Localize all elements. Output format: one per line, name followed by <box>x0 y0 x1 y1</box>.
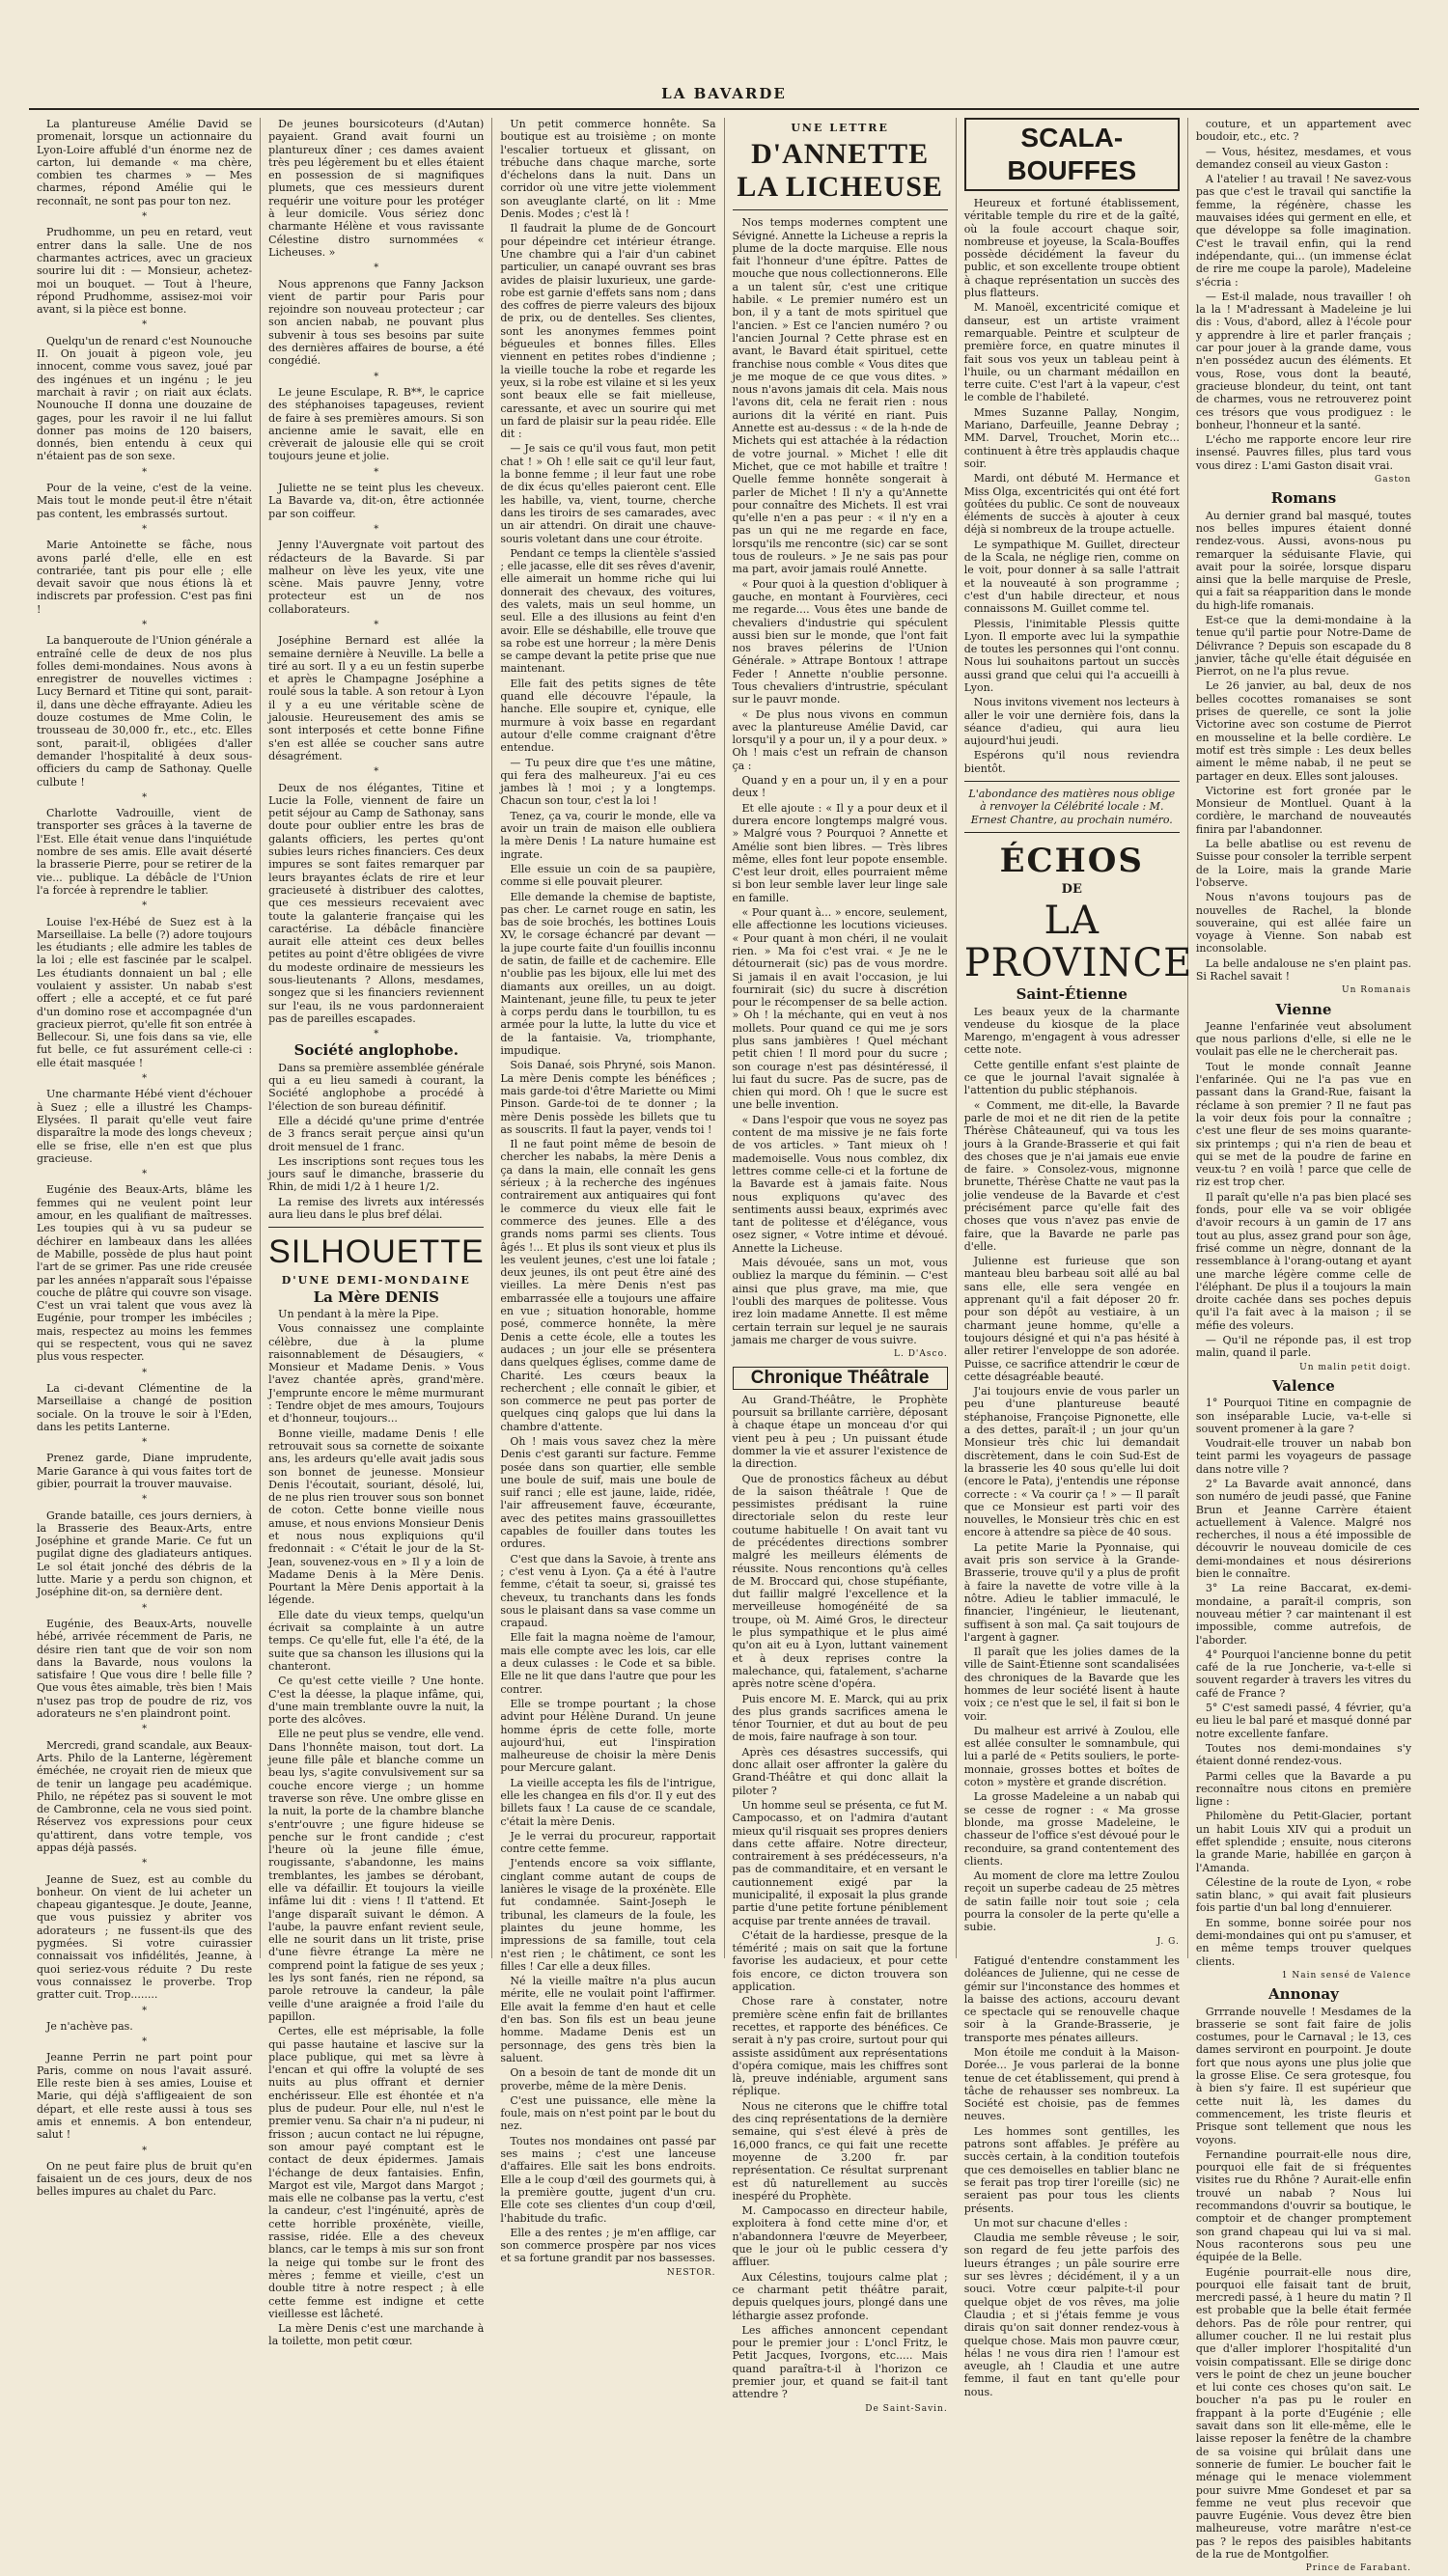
paragraph: En somme, bonne soirée pour nos demi-mondaines qui ont pu s'amuser, et en même temps trouver quelques clients. <box>1195 1916 1412 1968</box>
paragraph: Le jeune Esculape, R. B**, le caprice des stéphanoises tapageuses, revient de faire à ses premières amours. Si son ancienne amie le savait, elle en crèverait de jalousie elle qui se croit toujours jeune et jolie. <box>268 385 485 463</box>
paragraph: La vieille accepta les fils de l'intrigue, elle les changea en fils d'or. Il y eut des billets faux ! La cause de ce scandale, c'était la mère Denis. <box>500 1776 716 1828</box>
paragraph: J'ai toujours envie de vous parler un peu d'une plantureuse beauté stéphanoise, Françoise Pignonette, elle a des dettes, paraît-il ; un jour qu'un Monsieur très chic lui demandait discrètement, dans le coin Sud-Est de la brasserie les 40 sous qu'elle lui doit (encore le Pata), j'entendis une réponse correcte : « Va courir ça ! » — Il paraît que ce Monsieur est parti voir des nouvelles, le Monsieur très chic en est encore à attendre sa pièce de 40 sous. <box>963 1385 1180 1539</box>
paragraph: Sois Danaé, sois Phryné, sois Manon. La mère Denis compte les bénéfices ; mais garde-toi d'être Mariette ou Mimi Pinson. Garde-toi de te donner ; la mère Denis possède les billets que tu as souscrits. Il faut la payer, vends toi ! <box>500 1059 716 1136</box>
column-6 <box>1188 118 1419 2574</box>
anglophobe-article <box>268 1062 484 1222</box>
paragraph: Elle essuie un coin de sa paupière, comme si elle pouvait pleurer. <box>500 862 716 889</box>
paragraph: Prudhomme, un peu en retard, veut entrer dans la salle. Une de nos charmantes actrices, avec un gracieux sourire lui dit : — Monsieur, achetez-moi un bouquet. — Tout à l'heure, répond Prudhomme, assisez-moi voir avant, si la pièce est bonne. <box>37 226 253 317</box>
romans-title: Romans <box>1270 489 1337 508</box>
paragraph: J'entends encore sa voix sifflante, cinglant comme autant de coups de lanières le visage de la proxénète. Elle fut condamnée. Saint-Joseph le tribunal, les clameurs de la foule, les plaintes du jeune homme, les impressions de sa famille, tout cela n'est rien ; le châtiment, ce sont les filles ! Car elle a deux filles. <box>500 1857 716 1973</box>
paragraph: 1° Pourquoi Titine en compagnie de son inséparable Lucie, va-t-elle si souvent promener à la gare ? <box>1195 1397 1412 1435</box>
paragraph: Julienne est furieuse que son manteau bleu barbeau soit allé au bal sans elle, elle sera vengée en apprenant qu'il a fait déposer 20 fr. pour son dépôt au vestiaire, à un charmant jeune homme, qu'elle a toujours désigné et qui n'a pas hésité à aller retirer l'enveloppe de son adorée. Puisse, ce sacrifice attendrir le cœur de cette désagréable beauté. <box>963 1255 1180 1383</box>
paragraph: Nos temps modernes comptent une Sévigné. Annette la Licheuse a repris la plume de la docte marquise. Elle nous fait l'honneur d'une épître. Pattes de mouche que nous collectionnerons. Elle a un talent sûr, c'est une critique habile. « Le premier numéro est un bon, il y a tant de mots spirituel que l'ancien. » Est ce l'ancien numéro ? ou l'ancien Journal ? Cette phrase est en avant, le Bavard était spirituel, cette franchise nous comble « Vous dites que je me moque de ce que vous dites. » nous n'avons jamais dit cela. Mais nous l'avons dit, cela ne ferait rien : nous aurions dit la vérité en riant. Puis Annette est au-dessus : « de la h-nde de Michets qui est attachée à la rédaction de votre journal. » Michet ! elle dit Michet, que ce mot habille et traître ! Quelle femme honnête songerait à parler de Michet ! Il n'y a qu'Annette pour connaître des Michets. Il est vrai qu'elle n'en a pas peur : « il n'y en a pas un qui ne me regarde en face, lorsqu'ils me rencontre (sic) car se sont tous de rouleurs. » Je ne sais pas pour ma part, avoir jamais roulé Annette. <box>732 216 948 576</box>
paragraph: « Comment, me dit-elle, la Bavarde parle de moi et ne dit rien de la petite Thérèse Châteauneuf, qui va tous les jours à la Grande-Brasserie et qui fait des choses que je n'ai jamais eue envie de faire. » Consolez-vous, mignonne brunette, Thérèse Chatte ne vaut pas la jolie vendeuse de la Bavarde et c'est précisément parce qu'elle fait des choses que vous n'avez pas envie de faire, que la Bavarde ne parle pas d'elle. <box>963 1098 1180 1253</box>
st-etienne-title: Saint-Étienne <box>1016 985 1128 1004</box>
paragraph: Nous invitons vivement nos lecteurs à aller le voir une dernière fois, dans la séance d'adieu, qui aura lieu aujourd'hui jeudi. <box>963 696 1180 748</box>
section-rule <box>268 1227 484 1228</box>
column-3 <box>492 118 724 2278</box>
paragraph: Il ne faut point même de besoin de chercher les nababs, la mère Denis a ça dans la main, elle connaît les gens sérieux ; à la recherche des ingénues contrairement aux antiquaires qui font le commerce du vieux elle fait le commerce des jeunes. Elle a des grands noms parmi ses clients. Tous âgés !... Et plus ils sont vieux et plus ils les veulent jeunes, c'est une loi fatale ; deux jeunes, ils ont peut être ainé des vieilles. La mère Denis n'est pas embarrassée elle a toujours une affaire en vue ; situation honorable, homme posé, commerce honnête, la mère Denis a cette école, elle a toutes les audaces ; un jour elle se présentera dans quelques églises, comme dame de Charité. Les cœurs beaux la recherchent ; elle connaît le gibier, et son commerce ne peut pas porter de quelques cinq galops que lui dans la chambre d'attente. <box>500 1138 716 1433</box>
separator-star: * <box>142 900 148 912</box>
paragraph: « De plus nous vivons en commun avec la plantureuse Amélie David, car lorsqu'il y a pour un, il y a pour deux. » Oh ! mais c'est un refrain de chanson ça : <box>732 707 948 772</box>
paragraph: Elle fait des petits signes de tête quand elle découvre l'épaule, la hanche. Elle soupire et, cynique, elle murmure à voix basse en regardant autour d'elle comme craignant d'être entendue. <box>500 677 716 755</box>
separator-star: * <box>142 1169 148 1180</box>
paragraph: Un mot sur chacune d'elles : <box>973 2216 1128 2230</box>
column-4 <box>725 118 957 2414</box>
separator-star: * <box>142 2145 148 2156</box>
paragraph: Elle date du vieux temps, quelqu'un écrivait sa complainte à un autre temps. Ce qu'elle fut, elle l'a été, de la suite que sa chanson les illusions qui la chanteront. <box>268 1608 485 1673</box>
mere-denis-title: La Mère DENIS <box>313 1288 439 1306</box>
paragraph: De jeunes boursicoteurs (d'Autan) payaient. Grand avait fourni un plantureux dîner ; ces dames avaient très peu légèrement bu et elles étaient en possession de si magnifiques plumets, que ces messieurs durent requérir une voiture pour les protéger à leur domicile. Vous sériez donc charmante Hélène et vous ravissante Célestine distro surnommées « Licheuses. » <box>268 118 485 259</box>
paragraph: — Vous, hésitez, mesdames, et vous demandez conseil au vieux Gaston : <box>1195 145 1412 171</box>
separator-star: * <box>142 791 148 803</box>
gaston-signature: Gaston <box>1375 475 1412 485</box>
lettre-subtitle: UNE LETTRE <box>791 122 889 134</box>
paragraph: Mmes Suzanne Pallay, Nongim, Mariano, Darfeuille, Jeanne Debray ; MM. Darvel, Trouchet, Morin etc... continuent à être très applaudis chaque soir. <box>963 405 1180 470</box>
paragraph: Au dernier grand bal masqué, toutes nos belles impures étaient donné rendez-vous. Aussi, avons-nous pu remarquer la séduisante Flavie, qui avait pour la soirée, lorsque disparu ainsi que la belle marquise de Presle, qui a fait sa réapparition dans le monde du high-life romanais. <box>1195 509 1412 612</box>
silhouette-title: SILHOUETTE <box>268 1233 485 1271</box>
separator-star: * <box>374 619 379 630</box>
chronique-title: Chronique Théâtrale <box>733 1367 948 1389</box>
paragraph: — Je sais ce qu'il vous faut, mon petit chat ! » Oh ! elle sait ce qu'il leur faut, la bonne femme ; il leur faut une robe de dix écus qu'elles paieront cent. Elle les habille, va, vient, tourne, cherche dans les tiroirs de ses camarades, avec un air attendri. On dirait une chauve-souris voletant dans une cour étroite. <box>500 442 716 545</box>
editorial-note: L'abondance des matières nous oblige à renvoyer la Célébrité locale : M. Ernest Chantre, au prochain numéro. <box>968 788 1176 826</box>
separator-star: * <box>142 619 148 630</box>
paragraph: Bonne vieille, madame Denis ! elle retrouvait sous sa cornette de soixante ans, les ardeurs qu'elle avait jadis sous son bonnet de jeunesse. Monsieur Denis l'écoutait, souriant, désolé, lui, de ne plus rien trouver sous son bonnet de coton. Cette bonne vieille nous amuse, et nous envions Monsieur Denis et nous nous expliquions qu'il fredonnait : « C'était le jour de la St-Jean, souvenez-vous en » Il y a loin de Madame Denis à la Mère Denis. Pourtant la Mère Denis apportait à la légende. <box>268 1426 485 1607</box>
paragraph: La remise des livrets aux intéressés aura lieu dans le plus bref délai. <box>268 1195 485 1222</box>
separator-star: * <box>374 523 379 535</box>
paragraph: 5° C'est samedi passé, 4 février, qu'a eu lieu le bal paré et masqué donné par notre excellente fanfare. <box>1195 1702 1412 1740</box>
paragraph: Joséphine Bernard est allée la semaine dernière à Neuville. La belle a tiré au sort. Il y a eu un festin superbe et après le Champagne Joséphine a roulé sous la table. A son retour à Lyon il y a eu une véritable scène de jalousie. Heureusement des amis se sont interposés et cette bonne Fifine s'en est allée se coucher sans autre désagrément. <box>268 634 485 762</box>
separator-star: * <box>142 1437 148 1449</box>
paragraph: Jeanne l'enfarinée veut absolument que nous parlions d'elle, si elle ne le voulait pas elle ne le chercherait pas. <box>1195 1019 1412 1059</box>
author-signature: NESTOR. <box>666 2267 716 2278</box>
paragraph: Voudrait-elle trouver un nabab bon teint parmi les voyageurs de passage dans notre ville ? <box>1195 1437 1412 1476</box>
romans-signature: Un Romanais <box>1342 985 1412 996</box>
valence-title: Valence <box>1272 1376 1335 1395</box>
paragraph: La grosse Madeleine a un nabab qui se cesse de rogner : « Ma grosse blonde, ma grosse Madeleine, le chasseur de l'office s'est dévoué pour le reconduire, sa grand contentement des clients. <box>963 1790 1180 1868</box>
paragraph: — Est-il malade, nous travailler ! oh la la ! M'adressant à Madeleine je lui dis : Vous, d'abord, allez à l'école pour y apprendre à lire et parler français ; car pour jouer à la grande dame, vous n'en possédez aucun des éléments. Et vous, Rose, vous dont la beauté, gracieuse blondeur, du teint, ont tant de charmes, vous ne retrouverez point ces trésors que vous prodiguez : le bonheur, l'honneur et la santé. <box>1195 290 1412 431</box>
paragraph: Et elle ajoute : « Il y a pour deux et il durera encore longtemps malgré vous. » Malgré vous ? Pourquoi ? Annette et Amélie sont bien libres. — Très libres même, elles font leur popote ensemble. C'est leur droit, elles pourraient même si bon leur semble laver leur linge sale en famille. <box>732 801 948 904</box>
separator-star: * <box>142 2005 148 2016</box>
vienne-signature: Un malin petit doigt. <box>1299 1362 1412 1372</box>
paragraph: Nous n'avons toujours pas de nouvelles de Rachel, la blonde souveraine, qui est allée faire un voyage à Vienne. Son nabab est inconsolable. <box>1195 891 1412 956</box>
paragraph: Il paraît qu'elle n'a pas bien placé ses fonds, pour elle va se voir obligée d'avoir recours à un gamin de 17 ans tout au plus, assez grand pour son âge, frisé comme un nègre, donnant de la ressemblance à l'orang-outang et ayant une marche légère comme celle de l'éléphant. De plus il a toujours la main droite cachée dans ses poches depuis qu'il l'a fait avec à la maison ; il se méfie des voleurs. <box>1195 1190 1412 1332</box>
st-etienne-signature: J. G. <box>1156 1936 1180 1947</box>
paragraph: Jeanne Perrin ne part point pour Paris, comme on nous l'avait assuré. Elle reste bien à ses amies, Louise et Marie, qui déjà s'affligeaient de son départ, et elle reste aussi à tous ses amis et ennemis. A bon entendeur, salut ! <box>37 2051 253 2142</box>
paragraph: Au moment de clore ma lettre Zoulou reçoit un superbe cadeau de 25 mètres de satin faille noir tout soie ; cela pourra la consoler de la perte qu'elle a subie. <box>963 1870 1180 1934</box>
lettre-title: D'ANNETTE LA LICHEUSE <box>737 138 943 204</box>
column-5 <box>957 118 1193 2398</box>
separator-star: * <box>142 1073 148 1085</box>
paragraph: Au Grand-Théâtre, le Prophète poursuit sa brillante carrière, déposant à chaque étape un monceau d'or qui vient peu à peu ; Un puissant étude dommer la vie et assurer l'existence de la direction. <box>732 1393 948 1471</box>
paragraph: C'était de la hardiesse, presque de la témérité ; mais on sait que la fortune favorise les audacieux, et pour cette fois encore, ce dicton trouvera son application. <box>732 1928 948 1994</box>
paragraph: La mère Denis c'est une marchande à la toilette, mon petit cœur. <box>268 2322 485 2348</box>
separator-star: * <box>142 1367 148 1378</box>
paragraph: Le 26 janvier, au bal, deux de nos belles cocottes romanaises se sont prises de querelle, ce sont la jolie Victorine avec son costume de Pierrot en mousseline et la belle cordière. Le motif est très simple : Les deux belles aiment le même nabab, il ne peut se partager en deux. Elles sont jalouses. <box>1195 679 1412 783</box>
paragraph: Que de pronostics fâcheux au début de la saison théâtrale ! Que de pessimistes prédisant la ruine directoriale selon du reste leur coutume habituelle ! On avait tant vu de précédentes directions sombrer malgré les meilleurs éléments de réussite. Nous rencontions qu'à celles de M. Broccard qui, chose stupéfiante, dut faillir malgré l'excellence et la merveilleuse homogénéité de sa troupe, où M. Aimé Gros, le directeur le plus sympathique et le plus aimé qu'on ait eu à Lyon, luttant vainement et à deux reprises contre la malechance, qui, fatalement, s'acharne après notre scène d'opéra. <box>732 1472 948 1691</box>
paragraph: « Pour quoi à la question d'obliquer à gauche, en montant à Fourvières, ceci me regarde.... Vous êtes une bande de chevaliers d'industrie qui spéculent aussi bien sur le monde, que l'ont fait nos braves pélerins de l'Union Générale. » Attrape Bontoux ! attrape Feder ! Annette n'oublie personne. Tous chevaliers d'intrustrie, spéculant sur le pauvr monde. <box>732 577 948 706</box>
paragraph: 3° La reine Baccarat, ex-demi-mondaine, a paraît-il compris, son nouveau métier ? car maintenant il est impossible, comme autrefois, de l'aborder. <box>1195 1582 1412 1647</box>
paragraph: Né la vieille maître n'a plus aucun mérite, elle ne voulait point l'affirmer. Elle avait la femme d'en haut et celle d'en bas. Son fils est un beau jeune homme. Madame Denis est un personnage, des gens très bien la saluent. <box>500 1975 716 2064</box>
maison-doree-article <box>964 1954 1180 2398</box>
paragraph: Après ces désastres successifs, qui donc allait oser affronter la galère du Grand-Théâtre et qui donc allait la piloter ? <box>732 1745 948 1797</box>
paragraph: Nous apprenons que Fanny Jackson vient de partir pour Paris pour rejoindre son nouveau protecteur ; car son ancien nabab, ne pouvant plus subvenir à tous ses besoins par suite des dernières affaires de bourse, a été congédié. <box>268 277 485 368</box>
paragraph: Pendant ce temps la clientèle s'assied ; elle jacasse, elle dit ses rêves d'avenir, elle aimerait un homme riche qui lui donnerait des chevaux, des voitures, des valets, mais un seul homme, un seul. Elle a des illusions au feint d'en avoir. Elle se déshabille, elle trouve que sa robe est une horreur ; la mère Denis se campe devant la petite prise que nue maintenant. <box>500 546 716 676</box>
paragraph: Tenez, ça va, courir le monde, elle va avoir un train de maison elle oubliera la mère Denis ! La nature humaine est ingrate. <box>500 809 716 861</box>
paragraph: M. Campocasso en directeur habile, exploitera à fond cette mine d'or, et n'abandonnera l'œuvre de Meyerbeer, que le jour où le public cessera d'y affluer. <box>732 2204 948 2269</box>
paragraph: Tout le monde connaît Jeanne l'enfarinée. Qui ne l'a pas vue en passant dans la Grand-Rue, faisant la réclame à son premier ? Il ne faut pas la voir deux fois pour la connaître ; c'est une fleur de ses moins quarante-six printemps ; qui n'a rien de beau et qui se met de la poudre de farine en veux-tu ? en voilà ! parce que celle de riz est trop cher. <box>1195 1060 1412 1189</box>
paragraph: Prenez garde, Diane imprudente, Marie Garance à qui vous faites tort de gibier, pourrait la trouver mauvaise. <box>37 1452 253 1490</box>
st-etienne-article <box>964 1006 1180 1934</box>
lettre-article <box>733 216 948 1346</box>
paragraph: La belle abatlise ou est revenu de Suisse pour consoler la terrible serpent de la Loire, mais la grande Marie l'observe. <box>1195 838 1412 889</box>
paragraph: Toutes nos demi-mondaines s'y étaient donné rendez-vous. <box>1195 1741 1412 1768</box>
paragraph: Heureux et fortuné établissement, véritable temple du rire et de la gaîté, où la foule accourt chaque soir, nombreuse et joyeuse, la Scala-Bouffes possède décidément la faveur du public, et son excellente troupe obtient à chaque représentation un succès des plus flatteurs. <box>963 197 1180 300</box>
paragraph: Eugénie pourrait-elle nous dire, pourquoi elle faisait tant de bruit, mercredi passé, à 1 heure du matin ? Il est probable que la belle était fermée dehors. Pas de rôle pour rentrer, qui allumer coucher. Il ne lui restait plus que d'aller implorer l'hospitalité d'un voisin compatissant. Elle se dirige donc vers le point de chez un jeune boucher et lui conte ces choses qu'on sait. Le boucher n'a pas pu le rouler en frappant à la porte d'Eugénie ; elle savait dans son lit elle-même, elle le laisse reposer la fenêtre de la chambre de sa voisine qui brûlait dans une sonnerie de fumier. Le boucher fait le ménage qui le menace violemment pour suivre Mme Gondeset et par sa femme ne veut plus recevoir que pauvre Eugénie. Vous devez être bien malheureuse, votre marâtre n'est-ce pas ? le repos des paisibles habitants de la rue de Montgolfier. <box>1195 2265 1412 2562</box>
paragraph: Charlotte Vadrouille, vient de transporter ses grâces à la taverne de l'Est. Elle était venue dans l'inquiétude nombre de ses amis. Elle avait déserté la brasserie Pierre, pour se retirer de la vie... publique. La débâcle de l'Union l'a forcée à reprendre le tablier. <box>37 807 253 897</box>
paragraph: Nous ne citerons que le chiffre total des cinq représentations de la dernière semaine, qui s'est élevé à près de 16,000 francs, ce qui fait une recette moyenne de 3.200 fr. par représentation. Ce résultat surprenant est dû naturellement au succès inespéré du Prophète. <box>732 2099 948 2202</box>
paragraph: Elle a des rentes ; je m'en afflige, car son commerce prospère par nos vices et sa fortune grandit par nos bassesses. <box>500 2226 716 2265</box>
romans-article <box>1196 510 1411 983</box>
paragraph: Fernandine pourrait-elle nous dire, pourquoi elle fait de si fréquentes visites rue du Rhône ? Aurait-elle enfin trouvé un nabab ? Nous lui recommandons d'ouvrir sa boutique, le comptoir et de changer promptement son grand chapeau qui lui va si mal. Nous raconterons sous peu une équipée de la Belle. <box>1195 2147 1412 2264</box>
chronique-article <box>733 1394 948 2401</box>
annonay-title: Annonay <box>1268 1985 1339 2004</box>
paragraph: Jenny l'Auvergnate voit partout des rédacteurs de la Bavarde. Si par malheur on lève les yeux, vite une scène. Mais pauvre Jenny, votre protecteur est un de nos collaborateurs. <box>268 539 485 616</box>
column-1 <box>29 118 261 2199</box>
silhouette-subtitle: D'UNE DEMI-MONDAINE <box>281 1274 471 1288</box>
separator-star: * <box>374 263 379 274</box>
scala-title: SCALA-BOUFFES <box>964 118 1180 191</box>
paragraph: Plessis, l'inimitable Plessis quitte Lyon. Il emporte avec lui la sympathie de toutes les personnes qui l'ont connu. Nous lui souhaitons partout un succès aussi grand que celui qui l'a accueilli à Lyon. <box>963 617 1180 694</box>
paragraph: Les inscriptions sont reçues tous les jours sauf le dimanche, brasserie du Rhin, de midi 1/2 à 1 heure 1/2. <box>268 1154 485 1194</box>
paragraph: Parmi celles que la Bavarde a pu reconnaître nous citons en première ligne : <box>1195 1769 1412 1809</box>
paragraph: Il faudrait la plume de de Goncourt pour dépeindre cet intérieur étrange. Une chambre qui a l'air d'un cabinet particulier, un canapé ouvrant ses bras avides de plaisir luxurieux, une garde-robe est garnie d'effets sans nom ; dans des coffres de pierre valeurs des bijoux de prix, ou de dentelles. Ses clientes, sont les anonymes femmes point bégueules et bonnes filles. Elles viennent en petites robes d'indienne ; la vieille touche la robe et regarde les yeux, si la robe est vilaine et si les yeux sont beaux elle se fait mielleuse, caressante, et avec un sourire qui met un fard de plaisir sur la peau ridée. Elle dit : <box>500 222 716 441</box>
mere-denis-continued <box>500 118 715 2265</box>
paragraph: couture, et un appartement avec boudoir, etc., etc. ? <box>1195 118 1412 144</box>
anglophobe-title: Société anglophobe. <box>293 1041 459 1060</box>
section-rule <box>733 209 948 210</box>
gaston-article <box>1196 118 1411 472</box>
paragraph: Les beaux yeux de la charmante vendeuse du kiosque de la place Marengo, m'engagent à vous adresser cette note. <box>963 1005 1180 1057</box>
paragraph: Grrrande nouvelle ! Mesdames de la brasserie se sont fait faire de jolis costumes, pour le Carnaval ; le 13, ces dames serviront en pourpoint. Je doute fort que nous ayons une plus jolie que la grosse Elise. Ce sera grotesque, fou à bien s'y faire. Il est supérieur que cette nuit là, les dames du commencement, les triste fleuris et Prisque sont tellement que nous les voyons. <box>1195 2005 1412 2147</box>
paragraph: — Tu peux dire que t'es une mâtine, qui fera des malheureux. J'ai eu ces jambes là ! moi ; y a longtemps. Chacun son tour, c'est la loi ! <box>500 756 716 808</box>
column-2 <box>261 118 492 2348</box>
paragraph: Claudia me semble rêveuse ; le soir, son regard de feu jette parfois des lueurs étranges ; un pâle sourire erre sur ses lèvres ; décidément, il y a un souci. Votre cœur palpite-t-il pour quelque objet de vos rêves, ma jolie Claudia ; et si j'étais femme je vous dirais qu'on sait donner rendez-vous à quelque chose. Mais mon pauvre cœur, hélas ! ne vous dira rien ! l'amour est aveugle, ah ! Claudia et une autre femme, il faut en tant qu'elle pour nous. <box>963 2231 1180 2398</box>
columns <box>29 118 1419 2574</box>
paragraph: L'écho me rapporte encore leur rire insensé. Pauvres filles, plus tard vous vous direz : L'ami Gaston disait vrai. <box>1195 433 1412 472</box>
paragraph: Espérons qu'il nous reviendra bientôt. <box>963 749 1180 775</box>
echos-de: DE <box>1061 881 1082 897</box>
paragraph: A l'atelier ! au travail ! Ne savez-vous pas que c'est le travail qui sanctifie la femme, la régénère, chasse les mauvaises idées qui germent en elle, et que développe sa folle imagination. C'est le travail enfin, qui la rend indépendante, qui... (un immense éclat de rire me coupe la parole), Madeleine s'écria : <box>1195 173 1412 289</box>
paragraph: Il paraît que les jolies dames de la ville de Saint-Étienne sont scandalisées des chroniques de la Bavarde que les hommes de leur société lisent à haute voix ; ce n'est que le sel, il fait si bon le voir. <box>963 1646 1180 1723</box>
paragraph: Deux de nos élégantes, Titine et Lucie la Folle, viennent de faire un petit séjour au Camp de Sathonay, sans doute pour oublier entre les bras de galants officiers, les pertes qu'ont subies leurs riches financiers. Ces deux impures se sont faites remarquer par leurs brayantes éclats de rire et leur gracieuseté à distribuer des calottes, que ces messieurs recevaient avec toute la galanterie française qui les caractérise. La débâcle financière aurait elle atteint ces deux belles petites au point d'être obligées de vivre du modeste ordinaire de messieurs les sous-lieutenants ? Allons, mesdames, songez que si les financiers reviennent sur l'eau, ils ne vous pardonneraient pas de pareilles escapades. <box>268 781 485 1025</box>
paragraph: Ce qu'est cette vieille ? Une honte. C'est la déesse, la plaque infâme, qui, d'une main tremblante ouvre la nuit, la porte des alcôves. <box>268 1675 485 1727</box>
paragraph: Elle ne peut plus se vendre, elle vend. Dans l'honnête maison, tout dort. La jeune fille pâle et blanche comme un beau lys, s'agite convulsivement sur sa couche encore vierge ; un homme traverse son rêve. Une ombre glisse en la nuit, la porte de la chambre blanche s'entr'ouvre ; une figure hideuse se penche sur le front candide ; c'est l'heure où la jeune fille émue, rougissante, s'abandonne, les mains tremblantes, les jambes se dérobant, elle va défaillir. Et toujours la vieille infâme lui dit : viens ! Il t'attend. Et l'ange disparaît suivant le démon. A l'aube, la pauvre enfant revient seule, elle ne sourit dans un lit triste, prise d'une fièvre étrange La mère ne comprend point la fatigue de ses yeux ; les lys sont fanés, rien ne répond, sa parole retrouve la candeur, la pâle veille d'une araignée a froid l'aile du papillon. <box>268 1728 485 2023</box>
paragraph: Fatigué d'entendre constamment les doléances de Julienne, qui ne cesse de gémir sur l'inconstance des hommes et la baisse des actions, accouru devant ce spectacle qui se renouvelle chaque soir à la Grande-Brasserie, je transporte mes pénates ailleurs. <box>963 1953 1180 2044</box>
annonay-article <box>1196 2006 1411 2562</box>
chronique-signature: De Saint-Savin. <box>865 2403 948 2414</box>
paragraph: Dans sa première assemblée générale qui a eu lieu samedi à courant, la Société anglophobe a procédé à l'élection de son bureau définitif. <box>268 1061 485 1113</box>
paragraph: C'est que dans la Savoie, à trente ans ; c'est venu à Lyon. Ça a été à l'autre femme, c'était ta soeur, si, graissé tes cheveux, tu tranchants dans les fonds sous le plaisant dans sa vase comme un crapaud. <box>500 1552 716 1630</box>
paragraph: Chose rare à constater, notre première scène enfin fait de brillantes recettes, et rapporte des bénéfices. Ce serait à n'y pas croire, surtout pour qui assiste assidûment aux représentations d'opéra comique, mais les chiffres sont là, preuve indéniable, argument sans réplique. <box>732 1995 948 2098</box>
scala-article <box>964 197 1180 775</box>
paragraph: Puis encore M. E. Marck, qui au prix des plus grands sacrifices amena le ténor Tournier, et dut au bout de peu de mois, faire naufrage à son tour. <box>732 1692 948 1744</box>
paragraph: La ci-devant Clémentine de la Marseillaise a changé de position sociale. On la trouve le soir à l'Eden, dans les petits Lanterne. <box>37 1381 253 1433</box>
paragraph: Elle se trompe pourtant ; la chose advint pour Hélène Durand. Un jeune homme épris de cette folle, morte aujourd'hui, eut l'inspiration malheureuse de choisir la mère Denis pour Mercure galant. <box>500 1697 716 1775</box>
paragraph: 2° La Bavarde avait annoncé, dans son numéro de jeudi passé, que Fanine Brun et Jeanne Carrère étaient actuellement à Valence. Malgré nos recherches, il nous a été impossible de découvrir le nouveau domicile de ces demi-mondaines et nous désirerions bien le connaître. <box>1195 1477 1412 1581</box>
paragraph: 4° Pourquoi l'ancienne bonne du petit café de la rue Joncherie, va-t-elle si souvent regarder à travers les vitres du café de France ? <box>1195 1648 1412 1700</box>
paragraph: C'est une puissance, elle mène la foule, mais on n'est point par le bout du nez. <box>500 2093 716 2133</box>
column-2-gossip <box>268 118 484 1025</box>
paragraph: Une charmante Hébé vient d'échouer à Suez ; elle a illustré les Champs-Elysées. Il parait qu'elle veut faire disparaître la mode des longs cheveux ; elle se frise, elle n'en est que plus gracieuse. <box>37 1088 253 1165</box>
vienne-article <box>1196 1020 1411 1360</box>
paragraph: Célestine de la route de Lyon, « robe satin blanc, » qui avait fait plusieurs fois partie d'un bal long d'ennuierer. <box>1195 1875 1412 1915</box>
paragraph: Marie Antoinette se fâche, nous avons parlé d'elle, elle en est contrariée, tant pis pour elle ; elle devait savoir que nous étions là et indiscrets par profession. C'est pas fini ! <box>37 539 253 616</box>
paragraph: Louise l'ex-Hébé de Suez est à la Marseillaise. La belle (?) adore toujours les étudiants ; elle admire les tables de la loi ; elle est fascinée par le scalpel. Les étudiants donnaient un bal ; elle voulaient y assister. Un nabab s'est offert ; elle a accepté, et ce fut paré d'un domino rose et accompagnée d'un gracieux pierrot, qu'elle fit son entrée à Bellecour. Si, une fois dans sa vie, elle fut belle, ce fut assurément celle-ci : elle était masquée ! <box>37 915 253 1069</box>
paragraph: Toutes nos mondaines ont passé par ses mains ; c'est une lanceuse d'affaires. Elle sait les bons endroits. Elle a le coup d'œil des gourmets qui, à la première goutte, jugent d'un cru. Elle cote ses clientes d'un coup d'œil, l'habitude du trafic. <box>500 2134 716 2225</box>
paragraph: M. Manoël, excentricité comique et danseur, est un artiste vraiment remarquable. Peintre et sculpteur de première force, en quatre minutes il fait sous vos yeux un tableau peint à l'huile, ou un charmant médaillon en terre cuite. C'est l'art à la vapeur, c'est le comble de l'habileté. <box>963 301 1180 404</box>
paragraph: « Pour quant à... » encore, seulement, elle affectionne les locutions vicieuses. « Pour quant à mon chéri, il ne voulait rien. » Ma foi c'est vrai. « Je ne le détournerait (sic) pas de vous mordre. Si jamais il en avait l'occasion, je lui fournirait (sic) du sucre à discrétion pour le récompenser de sa belle action. » Oh ! la méchante, qui en veut à nos mollets. Pour quand ce qui me je sors plus sans jambières ! Quel méchant petit chien ! Il mord pour du sucre ; son courage n'est pas désintéressé, il lui faut du sucre. Pas de sucre, pas de chien qui mord. Oh ! que le sucre est une belle invention. <box>732 906 948 1112</box>
paragraph: Vous connaissez une complainte célèbre, due à la plume raisonnablement de Désaugiers, « Monsieur et Madame Denis. » Vous l'avez chantée après, grand'mère. J'emprunte encore le même murmurant : Tendre objet de mes amours, Toujours et d'honneur, toujours... <box>268 1322 485 1426</box>
separator-star: * <box>142 1724 148 1735</box>
echos-title: ÉCHOS <box>999 841 1144 880</box>
separator-star: * <box>142 211 148 223</box>
paragraph: Pour de la veine, c'est de la veine. Mais tout le monde peut-il être n'était pas content, les embrassés surtout. <box>37 482 253 520</box>
paragraph: Un petit commerce honnête. Sa boutique est au troisième ; on monte l'escalier tortueux et glissant, on trébuche dans chaque marche, sorte d'échelons dans la nuit. Dans un corridor où une vitre jette violemment son aveuglante clarté, on lit : Mme Denis. Modes ; c'est là ! <box>500 118 716 221</box>
paragraph: Mon étoile me conduit à la Maison-Dorée... Je vous parlerai de la bonne tenue de cet établissement, qui prend à tâche de rehausser ses nombreux. La Société est choisie, pas de femmes neuves. <box>963 2046 1180 2123</box>
paragraph: On ne peut faire plus de bruit qu'en faisaient un de ces jours, deux de nos belles impures au chalet du Parc. <box>37 2159 253 2199</box>
paragraph: — Qu'il ne réponde pas, il est trop malin, quand il parle. <box>1195 1334 1412 1360</box>
separator-star: * <box>374 766 379 778</box>
separator-star: * <box>142 1494 148 1506</box>
paragraph: Un homme seul se présenta, ce fut M. Campocasso, et on l'admira d'autant mieux qu'il risquait ses propres deniers dans cette affaire. Notre directeur, contrairement à ses prédécesseurs, n'a pas de commanditaire, et en versant le cautionnement exigé par la municipalité, il exposait la plus grande partie d'une petite fortune péniblement acquise par trente années de travail. <box>732 1798 948 1927</box>
paragraph: Jeanne de Suez, est au comble du bonheur. On vient de lui acheter un chapeau gigantesque. Je doute, Jeanne, que vous puissiez y abriter vos adorateurs ; ne fussent-ils que des pygmées. Si votre cuirassier connaissait vos infidélités, Jeanne, à quoi seriez-vous réduite ? Du reste vous connaissez le proverbe. Trop gratter cuit. Trop........ <box>37 1872 253 2002</box>
annonay-signature: Prince de Farabant. <box>1305 2563 1412 2574</box>
paragraph: Certes, elle est méprisable, la folle qui passe hautaine et lascive sur la place publique, qui met sa lèvre à l'encan et qui offre la volupté de ses nuits au plus offrant et dernier enchérisseur. Elle est éhontée et n'a plus de pudeur. Pour elle, nul n'est le premier venu. Sa chair n'a ni pudeur, ni frisson ; aucun contact ne lui répugne, son amour payé comptant est le contact de deux épidermes. Jamais l'échange de deux fantaisies. Enfin, Margot est vile, Margot dans Margot ; mais elle ne colbanse pas la vertu, c'est la candeur, c'est l'ingénuité, après de cette horrible proxénète, vieille, rassise, ridée. Elle a des cheveux blancs, car le temps à mis sur son front la neige qui tombe sur le front des mères ; femme et vieille, c'est un double titre à notre respect ; à elle cette femme est indigne et cette vieillesse est lâcheté. <box>268 2025 485 2320</box>
paragraph: Je n'achève pas. <box>46 2019 133 2033</box>
paragraph: Grande bataille, ces jours derniers, à la Brasserie des Beaux-Arts, entre Joséphine et grande Marie. Ce fut un pugilat digne des gladiateurs antiques. Le sol était jonché des débris de la lutte. Marie y a perdu son chignon, et Joséphine dit-on, sa dernière dent. <box>37 1509 253 1599</box>
separator-star: * <box>142 466 148 478</box>
paragraph: Philomène du Petit-Glacier, portant un habit Louis XIV qui a produit un effet splendide ; ensuite, nous citerons la grande Marie, habillée en garçon à l'Amanda. <box>1195 1810 1412 1874</box>
paragraph: Quand y en a pour un, il y en a pour deux ! <box>732 774 948 800</box>
province-title: LA PROVINCE <box>963 899 1193 986</box>
paragraph: Oh ! mais vous savez chez la mère Denis c'est garanti sur facture. Femme posée dans son quartier, elle semble une boule de suif, mais une boule de suif ranci ; elle est jaune, laide, ridée, l'air affreusement fauve, écœurante, avec des petites mains grassouillettes capables de fouiller dans toutes les ordures. <box>500 1434 716 1551</box>
paragraph: Elle fait la magna noème de l'amour, mais elle compte avec les lois, car elle a deux culasses : le Code et sa bible. Elle ne lit que dans l'autre que pour les contrer. <box>500 1631 716 1696</box>
separator-star: * <box>374 371 379 382</box>
paragraph: Je le verrai du procureur, rapportait contre cette femme. <box>500 1829 716 1856</box>
separator-star: * <box>374 1029 379 1040</box>
paragraph: Aux Célestins, toujours calme plat ; ce charmant petit théâtre parait, depuis quelques jours, plongé dans une léthargie assez profonde. <box>732 2270 948 2322</box>
paragraph: Mercredi, grand scandale, aux Beaux-Arts. Philo de la Lanterne, légèrement éméchée, ne croyait rien de mieux que de tenir un langage peu académique. Philo, ne répétez pas si souvent le mot de Cambronne, cela ne vous sied point. Réservez vos expressions pour ceux qu'attirent, dans votre temple, vos appas déjà passés. <box>37 1738 253 1854</box>
paragraph: Elle demande la chemise de baptiste, pas cher. Le carnet rouge en satin, les bas de soie brochés, les bottines Louis XV, le corsage échancré par devant — la jupe courte faite d'un fouillis inconnu de satin, de faille et de cachemire. Elle n'oublie pas les bijoux, elle lui met des diamants aux oreilles, un au doigt. Maintenant, jeune fille, tu peux te jeter à corps perdu dans le tourbillon, tu es armée pour la lutte, la lutte du vice et de la fantaisie. Va, triomphante, impudique. <box>500 890 716 1058</box>
paragraph: Quelqu'un de renard c'est Nounouche II. On jouait à pigeon vole, jeu innocent, comme vous savez, joué par des ingénues et un ingénu ; le jeu marchait à ravir ; on riait aux éclats. Nounouche II donna une douzaine de gages, pour les ravoir il ne lui fallut donner pas moins de 120 baisers, donnés, bien entendu à ceux qui n'étaient pas de son sexe. <box>37 334 253 463</box>
paragraph: Victorine est fort gronée par le Monsieur de Montluel. Quant à la cordière, le marchand de nouveautés finira par l'abandonner. <box>1195 784 1412 836</box>
paragraph: La belle andalouse ne s'en plaint pas. Si Rachel savait ! <box>1195 956 1412 983</box>
masthead: LA BAVARDE <box>29 85 1419 110</box>
separator-star: * <box>142 1602 148 1614</box>
paragraph: On a besoin de tant de monde dit un proverbe, même de la mère Denis. <box>500 2066 716 2092</box>
valence-signature: 1 Nain sensé de Valence <box>1281 1970 1412 1980</box>
paragraph: « Dans l'espoir que vous ne soyez pas content de ma missive je ne fais forte de vos articles. » Tant mieux oh ! mademoiselle. Vous nous comblez, dix lettres comme celle-ci et la fortune de la Bavarde est à jamais faite. Nous nous expliquons qu'avec des sentiments aussi beaux, exprimés avec tant de politesse et d'élégance, vous osez signer, « Votre intime et dévoué. Annette la Licheuse. <box>732 1113 948 1255</box>
paragraph: Juliette ne se teint plus les cheveux. La Bavarde va, dit-on, être actionnée par son coiffeur. <box>268 482 485 520</box>
separator-star: * <box>142 2036 148 2048</box>
section-rule <box>964 832 1180 833</box>
paragraph: La petite Marie la Pyonnaise, qui avait pris son service à la Grande-Brasserie, trouve qu'il y a plus de profit à faire la navette de votre ville à la nôtre. Adieu le tablier immaculé, le financier, l'ingénieur, le lieutenant, suffisent à son mal. Ça sait toujours de l'argent à gagner. <box>963 1540 1180 1644</box>
paragraph: Les affiches annoncent cependant pour le premier jour : L'oncl Fritz, le Petit Jacques, Ivorgons, etc..... Mais quand paraîtra-t-il à l'horizon ce premier jour, et quand se fait-il tant attendre ? <box>732 2323 948 2401</box>
paragraph: Est-ce que la demi-mondaine à la tenue qu'il partie pour Notre-Dame de Délivrance ? Depuis son escapade du 8 janvier, tâche qu'elle était déguisée en Pierrot, on ne l'a plus revue. <box>1195 613 1412 679</box>
paragraph: Eugénie, des Beaux-Arts, nouvelle hébé, arrivée récemment de Paris, ne désire rien tant que de voir son nom dans la Bavarde, nous voulons la satisfaire ! Que vous dire ! belle fille ? Que vous êtes aimable, très bien ! Mais n'usez pas trop de poudre de riz, vos adorateurs ne s'en plaindront point. <box>37 1617 253 1721</box>
valence-article <box>1196 1397 1411 1968</box>
section-rule <box>964 781 1180 782</box>
paragraph: Un pendant à la mère la Pipe. <box>278 1307 439 1320</box>
paragraph: Mardi, ont débuté M. Hermance et Miss Olga, excentricités qui ont été fort goûtées du public. Ce sont de nouveaux éléments de succès à ajouter à ceux déjà si nombreux de la troupe actuelle. <box>963 472 1180 537</box>
paragraph: Cette gentille enfant s'est plainte de ce que le journal l'avait signalée à l'attention du public stéphanois. <box>963 1058 1180 1097</box>
paragraph: Elle a décidé qu'une prime d'entrée de 3 francs serait perçue ainsi qu'un droit mensuel de 1 franc. <box>268 1114 485 1153</box>
paragraph: Les hommes sont gentilles, les patrons sont affables. Je préfère au succès certain, à la condition toutefois que ces demoiselles en tablier blanc ne se ferait pas trop tirer l'oreille (sic) ne seraient pas pour tous les clients présents. <box>963 2124 1180 2215</box>
paragraph: Mais dévouée, sans un mot, vous oubliez la marque du féminin. — C'est ainsi que plus grave, ma mie, que l'oubli des marques de politesse. Vous irez loin madame Annette. Il est même certain terrain sur lequel je ne saurais jamais me charger de vous suivre. <box>732 1257 948 1346</box>
paragraph: La banqueroute de l'Union générale a entraîné celle de deux de nos plus folles demi-mondaines. Nous avons à enregistrer de nouvelles victimes : Lucy Bernard et Titine qui sont, parait-il, dans une dèche effrayante. Adieu les douze costumes de Mme Colin, le trousseau de 30,000 fr., etc., etc. Elles sont, parait-il, obligées d'aller demander l'hospitalité à deux sous-officiers du camp de Sathonay. Quelle culbute ! <box>37 634 253 789</box>
separator-star: * <box>142 1858 148 1870</box>
paragraph: La plantureuse Amélie David se promenait, lorsque un actionnaire du Lyon-Loire affublé d'un énorme nez de carton, lui demande « ma chère, combien tes charmes » — Mes charmes, répond Amélie qui le reconnaît, ne sont pas pour ton nez. <box>37 118 253 208</box>
mere-denis-article <box>268 1308 484 2348</box>
paragraph: Eugénie des Beaux-Arts, blâme les femmes qui ne veulent point leur amour, en les qualifiant de maîtresses. Les toupies qui à vu sa pudeur se déchirer en lambeaux dans les allées de Mabille, possède de plus haut point l'art de se grimer. Pas une ride creusée par les années n'apparaît sous l'épaisse couche de plâtre qui couvre son visage. C'est un vrai talent que vous avez là Eugénie, pour tromper les imbéciles ; mais, respectez au moins les femmes qui se respectent, vous qui ne savez plus vous respecter. <box>37 1183 253 1364</box>
separator-star: * <box>142 319 148 331</box>
lettre-signature: L. D'Asco. <box>894 1349 948 1360</box>
separator-star: * <box>374 466 379 478</box>
separator-star: * <box>142 523 148 535</box>
vienne-title: Vienne <box>1275 1000 1332 1018</box>
paragraph: Du malheur est arrivé à Zoulou, elle est allée consulter le somnambule, qui lui a parlé de « Petits souliers, le porte-monnaie, grosses bottes et boîtes de coton » mystère et grande discrétion. <box>963 1724 1180 1789</box>
paragraph: Le sympathique M. Guillet, directeur de la Scala, ne néglige rien, comme on le voit, pour donner à sa salle l'attrait et la nouveauté à son programme ; c'est d'un habile directeur, et nous connaissons M. Guillet comme tel. <box>963 538 1180 616</box>
